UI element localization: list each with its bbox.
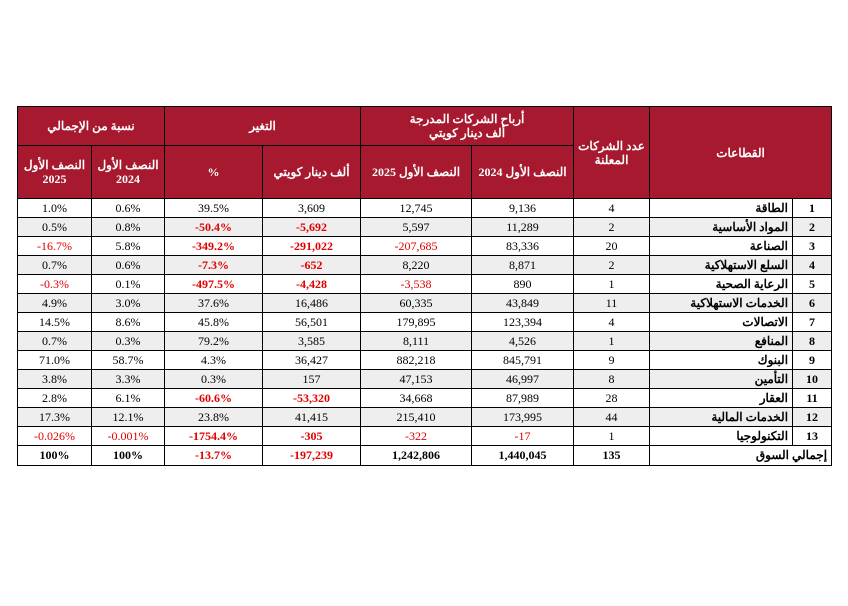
table-row [18, 427, 832, 446]
sector-name-cell: العقار [650, 389, 793, 408]
profit-2024-cell: 43,849 [472, 294, 574, 313]
profit-2024-cell: 87,989 [472, 389, 574, 408]
row-number-cell: 1 [793, 199, 832, 218]
total-share-2025: 100% [18, 446, 92, 466]
profit-2024-cell: 890 [472, 275, 574, 294]
change-pct-cell: -7.3% [165, 256, 263, 275]
change-kd-cell: 16,486 [263, 294, 361, 313]
share-2025-cell: -16.7% [18, 237, 92, 256]
change-kd-cell: -53,320 [263, 389, 361, 408]
company-count-cell: 1 [574, 427, 650, 446]
row-number-cell: 2 [793, 218, 832, 237]
row-number-cell: 7 [793, 313, 832, 332]
company-count-cell: 2 [574, 218, 650, 237]
table-row [18, 389, 832, 408]
change-kd-cell: -5,692 [263, 218, 361, 237]
profits-title: أرباح الشركات المدرجة [409, 112, 525, 126]
profit-2024-cell: 8,871 [472, 256, 574, 275]
sectors-header: القطاعات [650, 107, 832, 199]
row-number-cell: 8 [793, 332, 832, 351]
share-2024-cell: 3.3% [92, 370, 165, 389]
sector-name-cell: المواد الأساسية [650, 218, 793, 237]
total-label: إجمالي السوق [650, 446, 832, 466]
profit-2024-cell: 123,394 [472, 313, 574, 332]
share-2025-cell: 0.7% [18, 256, 92, 275]
profit-h1-2025-header: النصف الأول 2025 [361, 146, 472, 199]
company-count-cell: 9 [574, 351, 650, 370]
total-change-kd: -197,239 [263, 446, 361, 466]
row-number-cell: 11 [793, 389, 832, 408]
total-profit-2025: 1,242,806 [361, 446, 472, 466]
row-number-cell: 6 [793, 294, 832, 313]
share-2025-cell: 2.8% [18, 389, 92, 408]
share-2024-cell: 6.1% [92, 389, 165, 408]
share-2025-cell: 71.0% [18, 351, 92, 370]
change-kd-cell: 56,501 [263, 313, 361, 332]
sector-name-cell: المنافع [650, 332, 793, 351]
table-row [18, 275, 832, 294]
share-2025-cell: 0.7% [18, 332, 92, 351]
company-count-cell: 1 [574, 332, 650, 351]
table-row [18, 256, 832, 275]
profits-unit: ألف دينار كويتي [429, 126, 506, 140]
row-number-cell: 4 [793, 256, 832, 275]
profit-2025-cell: 34,668 [361, 389, 472, 408]
change-pct-cell: 45.8% [165, 313, 263, 332]
change-pct-cell: 39.5% [165, 199, 263, 218]
table-row [18, 370, 832, 389]
table-row [18, 408, 832, 427]
company-count-cell: 4 [574, 199, 650, 218]
share-2024-cell: 58.7% [92, 351, 165, 370]
profit-2024-cell: 83,336 [472, 237, 574, 256]
total-profit-2024: 1,440,045 [472, 446, 574, 466]
table-row [18, 218, 832, 237]
share-2025-cell: 4.9% [18, 294, 92, 313]
sector-name-cell: الخدمات الاستهلاكية [650, 294, 793, 313]
share-2024-cell: -0.001% [92, 427, 165, 446]
profit-2024-cell: 11,289 [472, 218, 574, 237]
change-pct-cell: 4.3% [165, 351, 263, 370]
change-kd-header: ألف دينار كويتي [263, 146, 361, 199]
row-number-cell: 13 [793, 427, 832, 446]
sector-name-cell: الصناعة [650, 237, 793, 256]
company-count-cell: 11 [574, 294, 650, 313]
change-kd-cell: 157 [263, 370, 361, 389]
profit-2025-cell: -3,538 [361, 275, 472, 294]
profit-2024-cell: 9,136 [472, 199, 574, 218]
share-2024-cell: 0.8% [92, 218, 165, 237]
table-row [18, 294, 832, 313]
sector-name-cell: السلع الاستهلاكية [650, 256, 793, 275]
change-pct-cell: -497.5% [165, 275, 263, 294]
change-kd-cell: -4,428 [263, 275, 361, 294]
share-2024-cell: 0.3% [92, 332, 165, 351]
change-kd-cell: 3,585 [263, 332, 361, 351]
profit-2025-cell: -207,685 [361, 237, 472, 256]
total-row [18, 446, 832, 466]
change-pct-cell: 37.6% [165, 294, 263, 313]
change-pct-header: % [165, 146, 263, 199]
company-count-header: عدد الشركات المعلنة [574, 107, 650, 199]
sector-name-cell: الطاقة [650, 199, 793, 218]
change-pct-cell: 23.8% [165, 408, 263, 427]
change-kd-cell: 41,415 [263, 408, 361, 427]
profits-header [361, 107, 574, 146]
company-count-cell: 4 [574, 313, 650, 332]
profit-2024-cell: -17 [472, 427, 574, 446]
change-pct-cell: -50.4% [165, 218, 263, 237]
change-pct-cell: 0.3% [165, 370, 263, 389]
share-2024-cell: 3.0% [92, 294, 165, 313]
company-count-cell: 2 [574, 256, 650, 275]
profit-2025-cell: 5,597 [361, 218, 472, 237]
row-number-cell: 10 [793, 370, 832, 389]
sector-name-cell: الرعاية الصحية [650, 275, 793, 294]
share-2025-cell: -0.3% [18, 275, 92, 294]
row-number-cell: 3 [793, 237, 832, 256]
change-pct-cell: -60.6% [165, 389, 263, 408]
share-2025-cell: 14.5% [18, 313, 92, 332]
profit-2025-cell: 47,153 [361, 370, 472, 389]
company-count-cell: 28 [574, 389, 650, 408]
sector-name-cell: البنوك [650, 351, 793, 370]
share-2024-cell: 0.1% [92, 275, 165, 294]
share-2025-cell: 1.0% [18, 199, 92, 218]
row-number-cell: 12 [793, 408, 832, 427]
sector-name-cell: التأمين [650, 370, 793, 389]
table-row [18, 332, 832, 351]
sector-name-cell: الاتصالات [650, 313, 793, 332]
company-count-cell: 20 [574, 237, 650, 256]
profit-2024-cell: 46,997 [472, 370, 574, 389]
share-2025-cell: 17.3% [18, 408, 92, 427]
sector-profits-table [17, 106, 832, 466]
profit-2025-cell: 8,111 [361, 332, 472, 351]
profit-2025-cell: 8,220 [361, 256, 472, 275]
share-h1-2024-header: النصف الأول 2024 [92, 146, 165, 199]
share-of-total-header: نسبة من الإجمالي [18, 107, 165, 146]
change-kd-cell: -652 [263, 256, 361, 275]
share-2025-cell: 0.5% [18, 218, 92, 237]
profit-2025-cell: -322 [361, 427, 472, 446]
share-2025-cell: 3.8% [18, 370, 92, 389]
profit-h1-2024-header: النصف الأول 2024 [472, 146, 574, 199]
table-row [18, 351, 832, 370]
share-2024-cell: 0.6% [92, 256, 165, 275]
share-2024-cell: 12.1% [92, 408, 165, 427]
table-row [18, 237, 832, 256]
table-body [18, 199, 832, 466]
change-header: التغير [165, 107, 361, 146]
profit-2025-cell: 179,895 [361, 313, 472, 332]
change-kd-cell: 36,427 [263, 351, 361, 370]
change-pct-cell: 79.2% [165, 332, 263, 351]
row-number-cell: 5 [793, 275, 832, 294]
change-kd-cell: -291,022 [263, 237, 361, 256]
share-2025-cell: -0.026% [18, 427, 92, 446]
sector-name-cell: الخدمات المالية [650, 408, 793, 427]
total-change-pct: -13.7% [165, 446, 263, 466]
total-company-count: 135 [574, 446, 650, 466]
total-share-2024: 100% [92, 446, 165, 466]
profit-2025-cell: 882,218 [361, 351, 472, 370]
table-row [18, 199, 832, 218]
share-h1-2025-header: النصف الأول 2025 [18, 146, 92, 199]
company-count-cell: 8 [574, 370, 650, 389]
change-kd-cell: 3,609 [263, 199, 361, 218]
company-count-cell: 1 [574, 275, 650, 294]
profit-2025-cell: 60,335 [361, 294, 472, 313]
change-pct-cell: -349.2% [165, 237, 263, 256]
sector-name-cell: التكنولوجيا [650, 427, 793, 446]
profit-2024-cell: 4,526 [472, 332, 574, 351]
profit-2024-cell: 845,791 [472, 351, 574, 370]
table-row [18, 313, 832, 332]
company-count-cell: 44 [574, 408, 650, 427]
change-pct-cell: -1754.4% [165, 427, 263, 446]
profit-2025-cell: 12,745 [361, 199, 472, 218]
share-2024-cell: 5.8% [92, 237, 165, 256]
row-number-cell: 9 [793, 351, 832, 370]
profit-2025-cell: 215,410 [361, 408, 472, 427]
profit-2024-cell: 173,995 [472, 408, 574, 427]
share-2024-cell: 8.6% [92, 313, 165, 332]
share-2024-cell: 0.6% [92, 199, 165, 218]
change-kd-cell: -305 [263, 427, 361, 446]
